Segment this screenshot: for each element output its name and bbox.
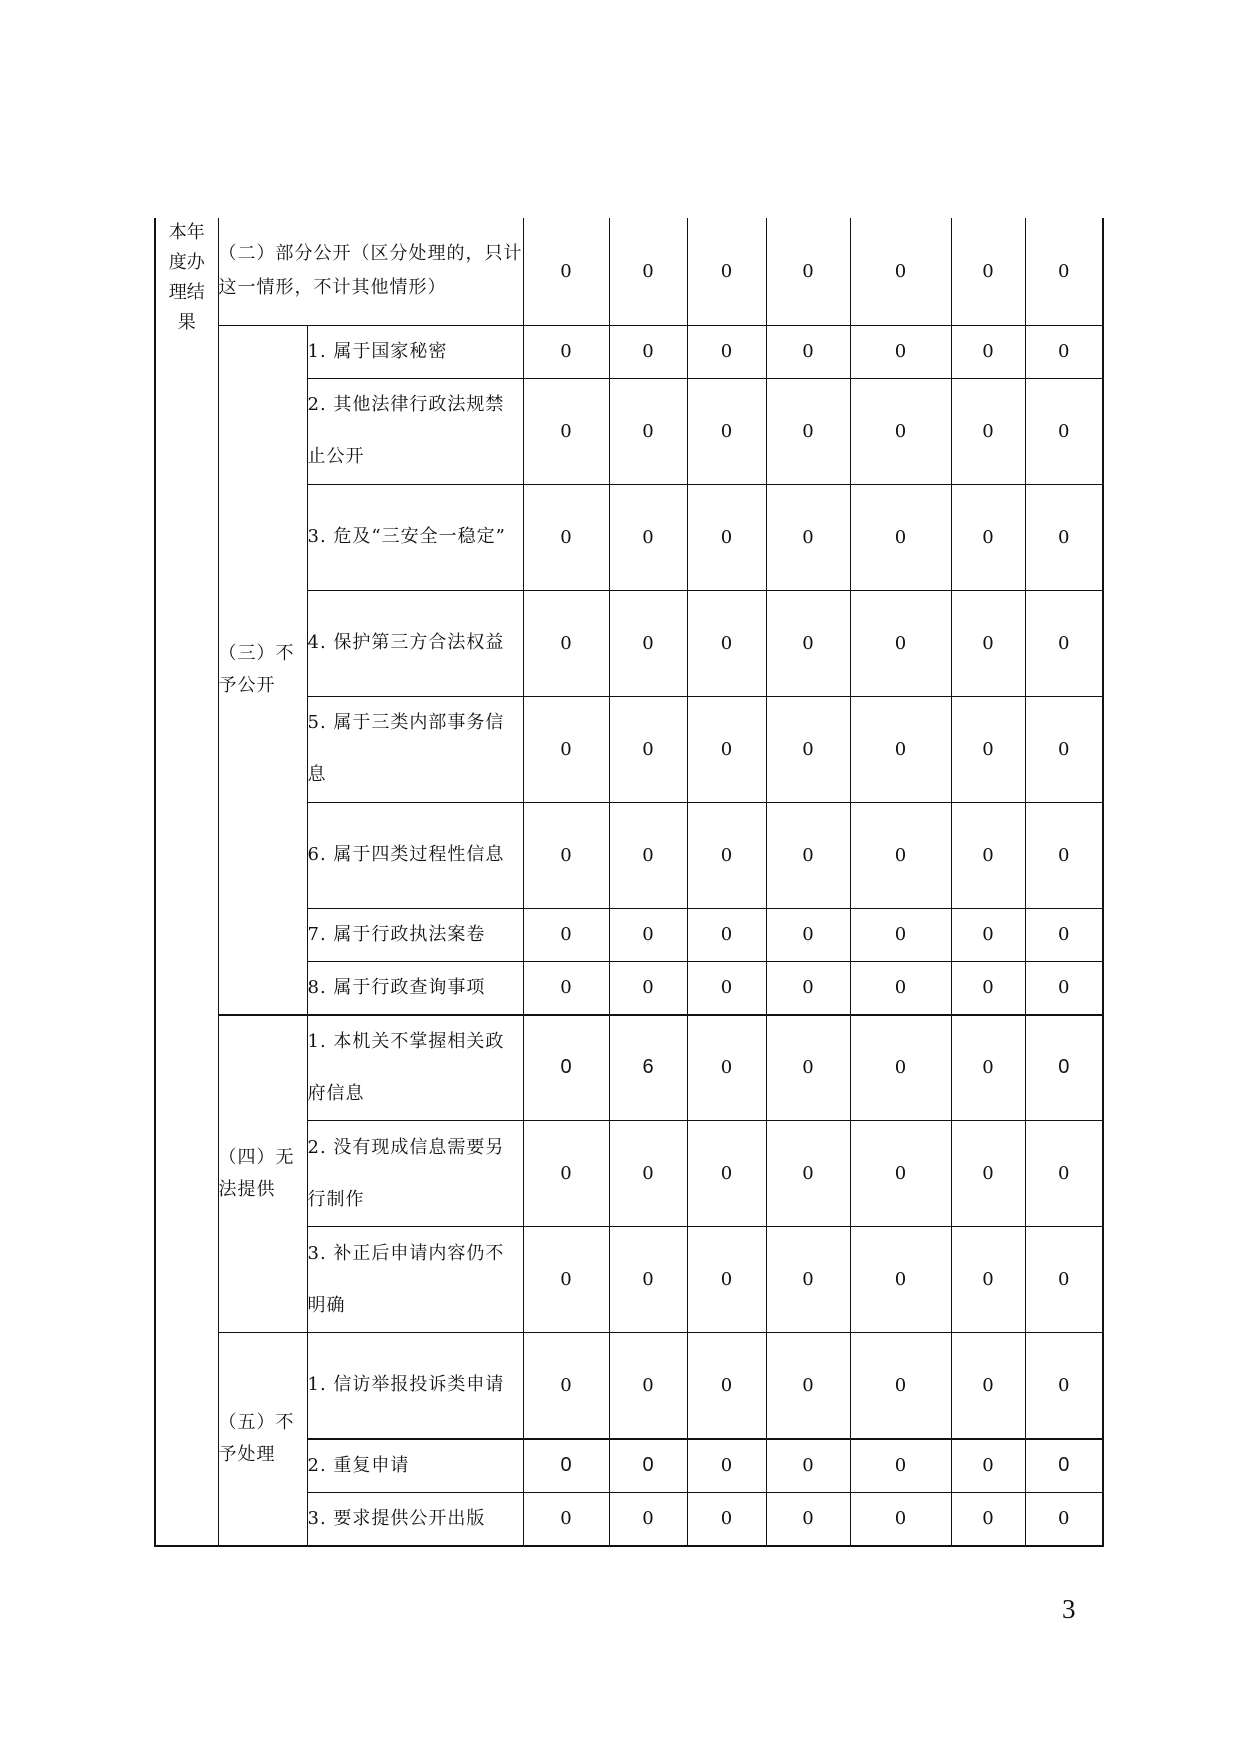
table-cell-value: 0: [1025, 1333, 1103, 1439]
table-cell-value: 0: [687, 961, 766, 1015]
table-cell-value: 0: [850, 802, 951, 908]
table-cell-value: 0: [766, 802, 850, 908]
table-cell-value: 0: [687, 1227, 766, 1333]
table-cell-value: 0: [766, 908, 850, 961]
row-label: 5. 属于三类内部事务信息: [307, 696, 523, 802]
table-cell-value: 0: [766, 1227, 850, 1333]
table-cell-value: 0: [850, 1121, 951, 1227]
table-cell-value: 0: [609, 1121, 687, 1227]
table-row: [155, 325, 1103, 378]
table-cell-value: 0: [850, 1227, 951, 1333]
table-cell-value: 0: [687, 908, 766, 961]
row-label: 6. 属于四类过程性信息: [307, 802, 523, 908]
row-label: 1. 本机关不掌握相关政府信息: [307, 1015, 523, 1121]
table-cell-value: 0: [687, 1492, 766, 1546]
table-cell-value: 0: [951, 590, 1025, 696]
table-cell-value: 0: [609, 325, 687, 378]
table-cell-value: 0: [687, 484, 766, 590]
table-cell-value: 0: [609, 908, 687, 961]
table-cell-value: 0: [766, 1333, 850, 1439]
table-cell-value: 0: [1025, 484, 1103, 590]
table-cell-value: 0: [1025, 1492, 1103, 1546]
table-cell-value: 0: [609, 218, 687, 325]
table-cell-value: 0: [687, 378, 766, 484]
table-cell-value: 0: [609, 378, 687, 484]
table-cell-value: 0: [951, 908, 1025, 961]
section-label-cell: [155, 218, 218, 1546]
table-cell-value: 0: [523, 378, 609, 484]
group-label-cannot-provide: （四）无法提供: [218, 1015, 307, 1333]
table-cell-value: 0: [609, 484, 687, 590]
table-cell-value: 0: [766, 484, 850, 590]
table-cell-value: 0: [1025, 961, 1103, 1015]
table-cell-value: 0: [609, 1439, 687, 1493]
table-cell-value: 0: [951, 1333, 1025, 1439]
table-cell-value: 0: [766, 378, 850, 484]
disclosure-results-table: [154, 218, 1104, 1547]
row-label: 2. 重复申请: [307, 1439, 523, 1493]
group-label-not-open: （三）不予公开: [218, 325, 307, 1015]
table-cell-value: 0: [951, 961, 1025, 1015]
table-cell-value: 0: [766, 1439, 850, 1493]
table-row: [155, 1333, 1103, 1439]
table-cell-value: 0: [850, 218, 951, 325]
table-cell-value: 0: [951, 484, 1025, 590]
table-cell-value: 0: [609, 590, 687, 696]
table-cell-value: 0: [951, 325, 1025, 378]
table-cell-value: 0: [523, 1015, 609, 1121]
row-label: 3. 危及“三安全一稳定”: [307, 484, 523, 590]
group-label-not-processed: （五）不予处理: [218, 1333, 307, 1546]
table-cell-value: 0: [766, 696, 850, 802]
table-cell-value: 0: [687, 802, 766, 908]
table-row-partial-open: [155, 218, 1103, 325]
table-cell-value: 0: [609, 961, 687, 1015]
table-cell-value: 0: [687, 696, 766, 802]
table-cell-value: 0: [951, 1015, 1025, 1121]
table-cell-value: 0: [766, 590, 850, 696]
page-number: 3: [1062, 1594, 1076, 1624]
table-cell-value: 0: [523, 908, 609, 961]
table-cell-value: 0: [850, 696, 951, 802]
table-cell-value: 0: [687, 218, 766, 325]
row-label: 3. 补正后申请内容仍不明确: [307, 1227, 523, 1333]
row-label: 3. 要求提供公开出版: [307, 1492, 523, 1546]
table-cell-value: 0: [951, 1492, 1025, 1546]
table-cell-value: 0: [523, 1121, 609, 1227]
row-label: 8. 属于行政查询事项: [307, 961, 523, 1015]
partial-open-label: （二）部分公开（区分处理的，只计这一情形，不计其他情形）: [218, 218, 523, 325]
table-cell-value: 0: [850, 484, 951, 590]
table-cell-value: 0: [609, 1333, 687, 1439]
table-body: [155, 218, 1103, 1546]
table-cell-value: 0: [766, 1492, 850, 1546]
table-cell-value: 0: [609, 696, 687, 802]
table-cell-value: 0: [951, 802, 1025, 908]
table-cell-value: 0: [951, 1227, 1025, 1333]
table-cell-value: 0: [766, 1121, 850, 1227]
table-cell-value: 0: [1025, 1227, 1103, 1333]
table-cell-value: 0: [1025, 378, 1103, 484]
table-cell-value: 0: [850, 590, 951, 696]
table-cell-value: 0: [1025, 590, 1103, 696]
table-cell-value: 0: [1025, 1015, 1103, 1121]
table-cell-value: 0: [850, 1492, 951, 1546]
table-cell-value: 0: [1025, 696, 1103, 802]
table-cell-value: 0: [609, 802, 687, 908]
row-label: 2. 其他法律行政法规禁止公开: [307, 378, 523, 484]
table-cell-value: 0: [609, 1227, 687, 1333]
table-cell-value: 0: [850, 325, 951, 378]
table-cell-value: 0: [687, 1439, 766, 1493]
table-cell-value: 0: [523, 325, 609, 378]
table-cell-value: 0: [1025, 1121, 1103, 1227]
table-cell-value: 0: [766, 325, 850, 378]
table-cell-value: 0: [687, 1015, 766, 1121]
table-cell-value: 0: [1025, 1439, 1103, 1493]
table-cell-value: 0: [523, 1333, 609, 1439]
table-cell-value: 0: [766, 1015, 850, 1121]
table-cell-value: 0: [766, 218, 850, 325]
table-cell-value: 0: [523, 1439, 609, 1493]
row-label: 7. 属于行政执法案卷: [307, 908, 523, 961]
table-cell-value: 0: [766, 961, 850, 1015]
table-cell-value: 0: [523, 1492, 609, 1546]
table-cell-value: 0: [687, 325, 766, 378]
table-cell-value: 0: [609, 1492, 687, 1546]
table-cell-value: 0: [523, 218, 609, 325]
table-cell-value: 0: [1025, 908, 1103, 961]
section-label: 本年度办理结果: [168, 222, 205, 333]
table-cell-value: 6: [609, 1015, 687, 1121]
table-cell-value: 0: [523, 484, 609, 590]
table-cell-value: 0: [951, 1121, 1025, 1227]
table-cell-value: 0: [523, 696, 609, 802]
row-label: 4. 保护第三方合法权益: [307, 590, 523, 696]
table-cell-value: 0: [523, 802, 609, 908]
table-cell-value: 0: [1025, 325, 1103, 378]
table-cell-value: 0: [687, 1121, 766, 1227]
row-label: 1. 属于国家秘密: [307, 325, 523, 378]
table-cell-value: 0: [850, 961, 951, 1015]
row-label: 1. 信访举报投诉类申请: [307, 1333, 523, 1439]
table-cell-value: 0: [951, 1439, 1025, 1493]
table-cell-value: 0: [1025, 218, 1103, 325]
table-cell-value: 0: [850, 1015, 951, 1121]
table-cell-value: 0: [850, 378, 951, 484]
table-cell-value: 0: [687, 590, 766, 696]
row-label: 2. 没有现成信息需要另行制作: [307, 1121, 523, 1227]
table-cell-value: 0: [850, 908, 951, 961]
table-row: [155, 1015, 1103, 1121]
table-cell-value: 0: [523, 961, 609, 1015]
table-cell-value: 0: [687, 1333, 766, 1439]
table-cell-value: 0: [951, 218, 1025, 325]
table-cell-value: 0: [523, 1227, 609, 1333]
table-cell-value: 0: [523, 590, 609, 696]
table-cell-value: 0: [1025, 802, 1103, 908]
table-cell-value: 0: [951, 696, 1025, 802]
table-cell-value: 0: [850, 1439, 951, 1493]
table-cell-value: 0: [951, 378, 1025, 484]
table-cell-value: 0: [850, 1333, 951, 1439]
